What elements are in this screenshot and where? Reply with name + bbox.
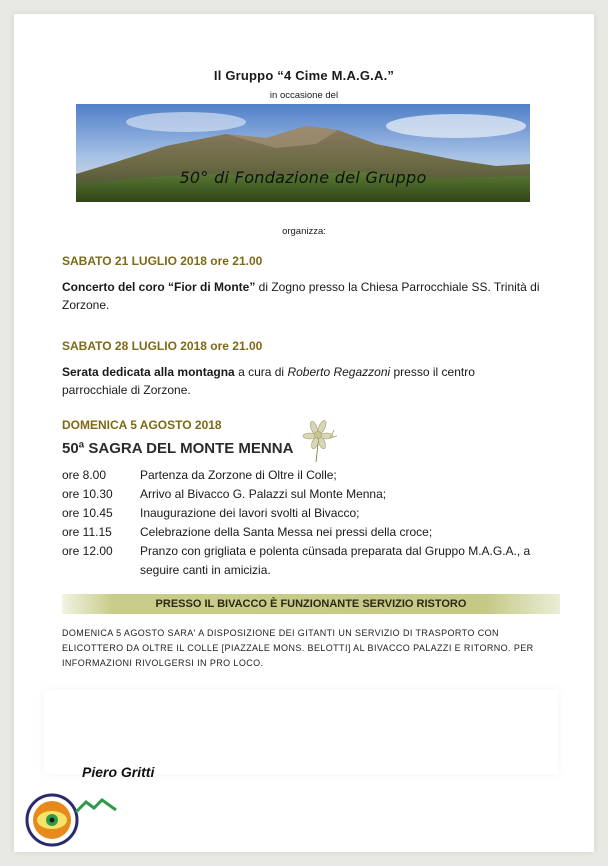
schedule-desc: Celebrazione della Santa Messa nei pressi della croce; [140,525,433,539]
event-1-highlight: Concerto del coro “Fior di Monte” [62,280,256,294]
event-1-text: di Zogno presso la Chiesa Parrocchiale SS. Trinità di Zorzone. [62,280,540,312]
schedule-desc: Arrivo al Bivacco G. Palazzi sul Monte Menna; [140,487,387,501]
schedule-time: ore 10.30 [62,487,113,501]
schedule-row [62,523,552,542]
event-2-description [62,363,542,399]
edelweiss-icon [300,418,340,464]
schedule-list [62,466,552,580]
helicopter-notice: DOMENICA 5 AGOSTO SARA' A DISPOSIZIONE DEI GITANTI UN SERVIZIO DI TRASPORTO CON ELICOTTERO DA OLTRE IL COLLE [PIAZZALE MONS. BELOTTI] AL BIVACCO PALAZZI E RITORNO. PER INFORMAZIONI RIVOLGERSI IN PRO LOCO. [62,628,534,668]
event-2-speaker: Roberto Regazzoni [287,365,391,379]
event-1-description [62,278,542,314]
event-2-date: SABATO 28 LUGLIO 2018 ore 21.00 [62,339,263,353]
ristoro-banner: PRESSO IL BIVACCO È FUNZIONANTE SERVIZIO RISTORO [62,594,560,614]
flyer-subtitle: in occasione del [269,90,339,101]
mountain-photo [76,104,530,202]
schedule-desc: Pranzo con grigliata e polenta cünsada preparata dal Gruppo M.A.G.A., a seguire canti in amicizia. [140,544,531,577]
mountain-banner [76,104,530,202]
schedule-row [62,542,552,580]
event-1-date: SABATO 21 LUGLIO 2018 ore 21.00 [62,254,263,268]
event-2-text-b: presso il centro parrocchiale di Zorzone. [62,365,475,397]
schedule-time: ore 12.00 [62,544,113,558]
flyer-title: Il Gruppo “4 Cime M.A.G.A.” [213,68,395,83]
schedule-row [62,466,552,485]
site-logo-icon [24,792,124,852]
organizza-label: organizza: [282,226,326,237]
sagra-date: DOMENICA 5 AGOSTO 2018 [62,418,222,432]
blank-panel [44,690,558,774]
photo-credit: Piero Gritti [82,764,155,780]
schedule-time: ore 10.45 [62,506,113,520]
event-2-text-a: a cura di [234,365,288,379]
schedule-desc: Inaugurazione dei lavori svolti al Bivacco; [140,506,360,520]
schedule-row [62,504,552,523]
sagra-title: 50ª SAGRA DEL MONTE MENNA [62,440,294,457]
banner-caption: 50° di Fondazione del Gruppo [179,168,427,187]
schedule-time: ore 11.15 [62,525,112,539]
event-2-highlight: Serata dedicata alla montagna [62,365,235,379]
schedule-desc: Partenza da Zorzone di Oltre il Colle; [140,468,337,482]
schedule-time: ore 8.00 [62,468,107,482]
schedule-row [62,485,552,504]
